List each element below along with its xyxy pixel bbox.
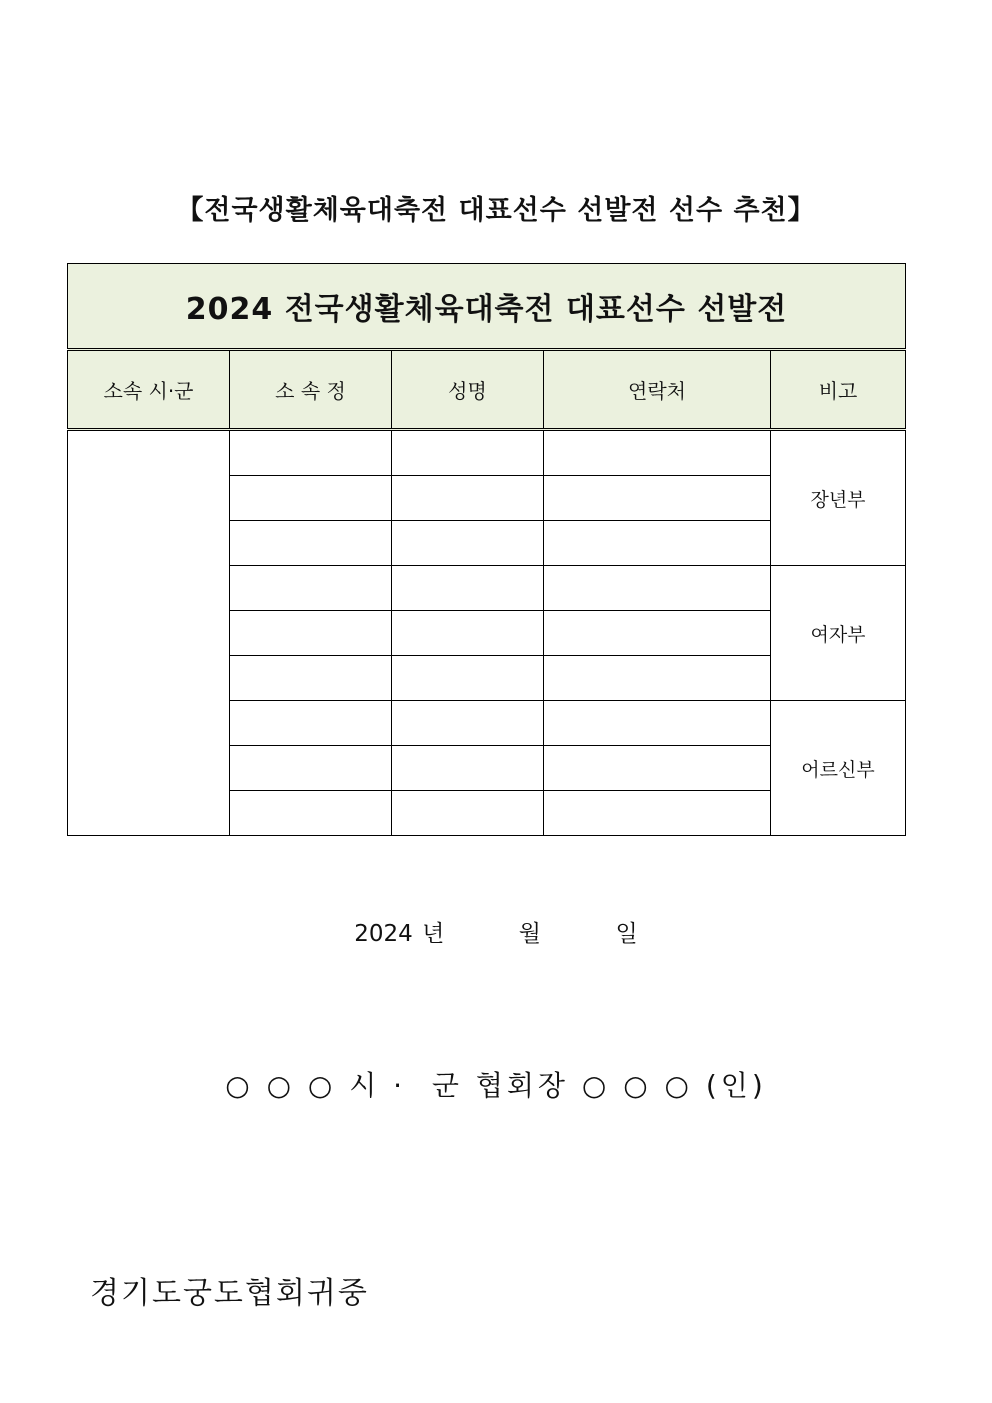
- col-header-contact: 연락처: [544, 350, 771, 430]
- contact-cell: [544, 611, 771, 656]
- date-line: 2024 년 월 일: [354, 921, 638, 947]
- name-cell: [392, 611, 544, 656]
- club-cell: [230, 521, 392, 566]
- name-cell: [392, 430, 544, 476]
- contact-cell: [544, 656, 771, 701]
- club-cell: [230, 701, 392, 746]
- col-header-city: 소속 시·군: [68, 350, 230, 430]
- name-cell: [392, 791, 544, 836]
- table-header-row: [68, 350, 906, 430]
- table-row: [68, 430, 906, 476]
- club-cell: [230, 430, 392, 476]
- group-label-elderly: 어르신부: [771, 701, 906, 836]
- club-cell: [230, 611, 392, 656]
- addressee: 경기도궁도협회귀중: [90, 1276, 369, 1311]
- col-header-archery-club: 소 속 정: [230, 350, 392, 430]
- contact-cell: [544, 430, 771, 476]
- contact-cell: [544, 566, 771, 611]
- contact-cell: [544, 521, 771, 566]
- contact-cell: [544, 746, 771, 791]
- group-label-senior: 장년부: [771, 430, 906, 566]
- contact-cell: [544, 476, 771, 521]
- club-cell: [230, 476, 392, 521]
- name-cell: [392, 476, 544, 521]
- table-title: 2024 전국생활체육대축전 대표선수 선발전: [68, 264, 906, 350]
- name-cell: [392, 521, 544, 566]
- group-label-women: 여자부: [771, 566, 906, 701]
- recommendation-table: [67, 263, 906, 836]
- name-cell: [392, 566, 544, 611]
- name-cell: [392, 701, 544, 746]
- name-cell: [392, 656, 544, 701]
- club-cell: [230, 746, 392, 791]
- contact-cell: [544, 701, 771, 746]
- signature-line: ○ ○ ○ 시 · 군 협회장 ○ ○ ○ (인): [225, 1069, 767, 1102]
- city-cell: [68, 430, 230, 836]
- club-cell: [230, 791, 392, 836]
- col-header-name: 성명: [392, 350, 544, 430]
- contact-cell: [544, 791, 771, 836]
- club-cell: [230, 566, 392, 611]
- club-cell: [230, 656, 392, 701]
- col-header-remarks: 비고: [771, 350, 906, 430]
- document-heading: 【전국생활체육대축전 대표선수 선발전 선수 추천】: [176, 195, 816, 226]
- name-cell: [392, 746, 544, 791]
